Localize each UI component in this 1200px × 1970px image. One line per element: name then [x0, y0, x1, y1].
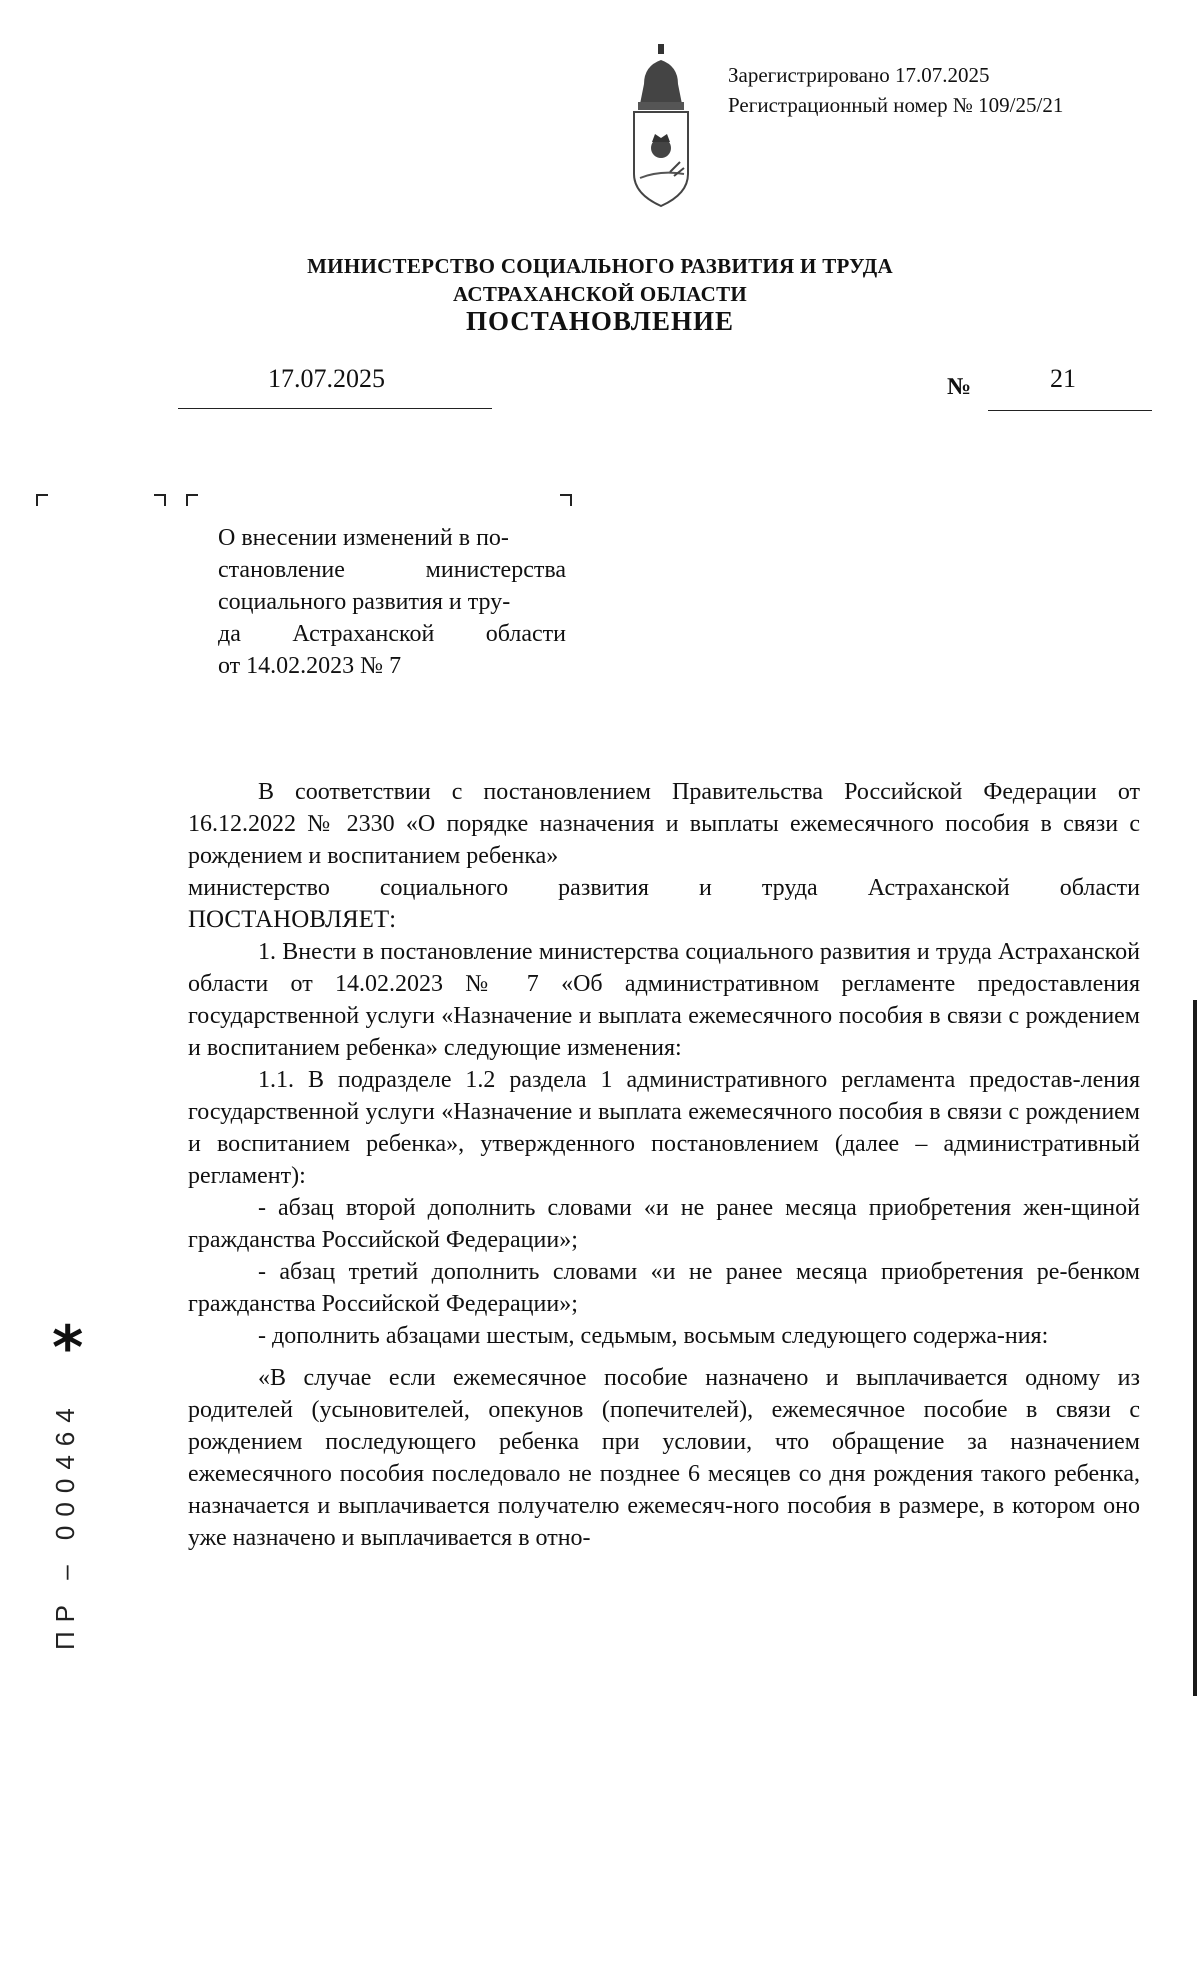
- registration-date: Зарегистрировано 17.07.2025: [728, 63, 990, 87]
- corner-bracket: [560, 494, 572, 506]
- ministry-line-2: АСТРАХАНСКОЙ ОБЛАСТИ: [452, 282, 748, 306]
- body-paragraph: - абзац второй дополнить словами «и не ранее месяца приобретения жен-щиной гражданства Российской Федерации»;: [188, 1195, 1140, 1253]
- subject-line: О внесении изменений в по-: [218, 525, 509, 551]
- resolves-word: ПОСТАНОВЛЯЕТ:: [188, 906, 397, 933]
- body-paragraph: министерство социального развития и труда Астраханской области: [188, 875, 1140, 901]
- registration-stamp: [728, 60, 1063, 120]
- subject-line: становление министерства: [218, 557, 566, 583]
- document-date: 17.07.2025: [268, 364, 385, 393]
- margin-asterisk: *: [52, 1313, 84, 1383]
- subject-line: да Астраханской области: [218, 621, 566, 647]
- body-paragraph: 1.1. В подразделе 1.2 раздела 1 административного регламента предостав-ления государственной услуги «Назначение и выплата ежемесячного пособия в связи с рождением и воспитанием ребенка», утвержденного постановлением (далее – административный регламент):: [188, 1067, 1140, 1189]
- document-subject: [218, 522, 566, 682]
- number-sign: №: [947, 374, 972, 400]
- scan-edge: [1193, 1000, 1197, 1696]
- serial-number: ПР – 000464: [50, 1399, 80, 1650]
- document-type: ПОСТАНОВЛЕНИЕ: [465, 306, 735, 336]
- subject-line: социального развития и тру-: [218, 589, 511, 615]
- date-underline: [178, 408, 492, 409]
- serial-number-wrap: [50, 1399, 90, 1970]
- astrakhan-coat-of-arms-icon: [630, 44, 692, 208]
- body-paragraph: - дополнить абзацами шестым, седьмым, восьмым следующего содержа-ния:: [258, 1323, 1049, 1349]
- body-paragraph: «В случае если ежемесячное пособие назначено и выплачивается одному из родителей (усыновителей, опекунов (попечителей), ежемесячное пособие в связи с рождением последующего ребенка при условии, что обращение за назначением ежемесячного пособия последовало не позднее 6 месяцев со дня рождения такого ребенка, назначается и выплачивается получателю ежемесяч-ного пособия в размере, в котором оно уже назначено и выплачивается в отно-: [188, 1365, 1140, 1551]
- number-underline: [988, 410, 1152, 411]
- document-number: 21: [1050, 364, 1076, 393]
- body-paragraph: В соответствии с постановлением Правительства Российской Федерации от 16.12.2022 № 2330 «О порядке назначения и выплаты ежемесячного пособия в связи с рождением и воспитанием ребенка»: [188, 779, 1140, 869]
- body-paragraph: 1. Внести в постановление министерства социального развития и труда Астраханской области от 14.02.2023 № 7 «Об административном регламенте предоставления государственной услуги «Назначение и выплата ежемесячного пособия в связи с рождением и воспитанием ребенка» следующие изменения:: [188, 939, 1140, 1061]
- corner-bracket: [36, 494, 48, 506]
- body-paragraph: - абзац третий дополнить словами «и не ранее месяца приобретения ре-бенком гражданства Российской Федерации»;: [188, 1259, 1140, 1317]
- ministry-name: [0, 252, 1200, 308]
- ministry-line-1: МИНИСТЕРСТВО СОЦИАЛЬНОГО РАЗВИТИЯ И ТРУДА: [307, 254, 893, 278]
- corner-bracket: [186, 494, 198, 506]
- subject-line: от 14.02.2023 № 7: [218, 653, 402, 679]
- registration-number: Регистрационный номер № 109/25/21: [728, 93, 1064, 117]
- document-body: [188, 776, 1140, 1554]
- corner-bracket: [154, 494, 166, 506]
